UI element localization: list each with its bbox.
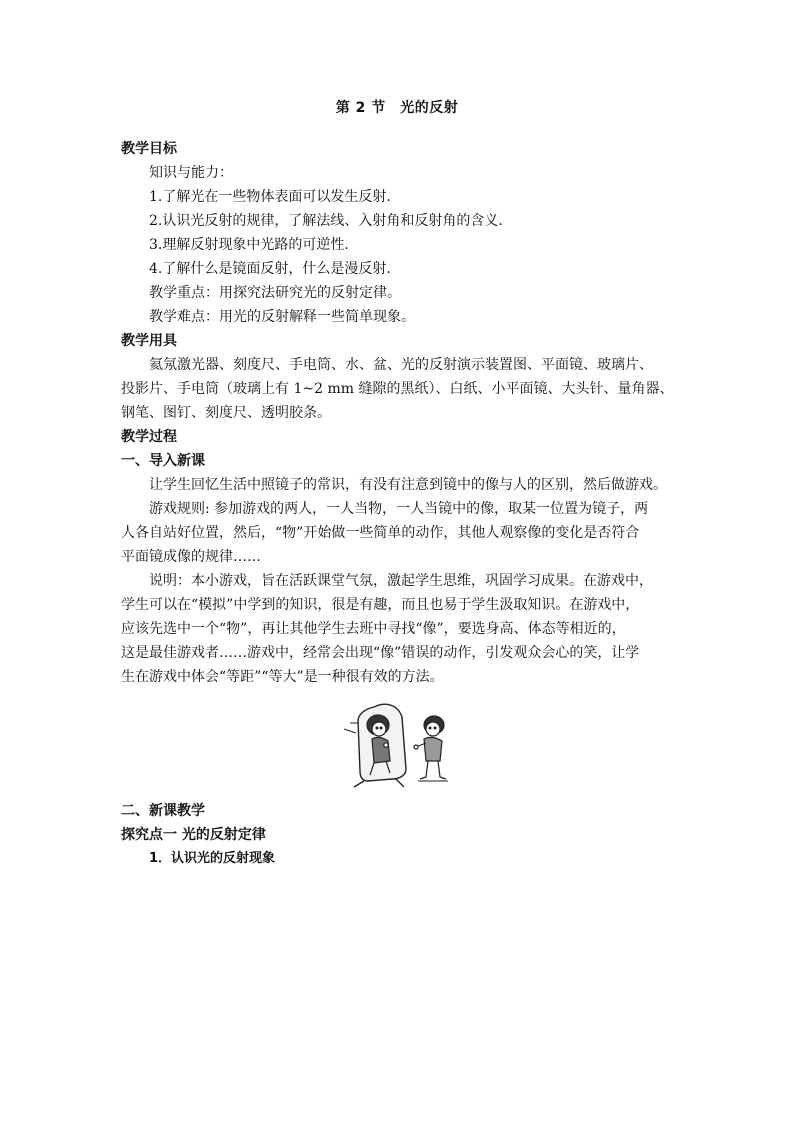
game-note-paragraph: [121, 569, 676, 689]
goal-item-1: 1.了解光在一些物体表面可以发生反射.: [149, 189, 391, 205]
difficult-point: 教学难点：用光的反射解释一些简单现象。: [149, 309, 415, 325]
figure-container: [121, 695, 676, 795]
game-note-line: 说明：本小游戏，旨在活跃课堂气氛，激起学生思维，巩固学习成果。在游戏中，: [149, 573, 653, 589]
page-title: 第 2 节 光的反射: [335, 100, 459, 116]
game-note-line: 学生可以在“模拟”中学到的知识，很是有趣，而且也易于学生汲取知识。在游戏中，: [121, 597, 640, 613]
intro-lesson-heading: 一、导入新课: [121, 453, 205, 469]
game-rules-line: 平面镜成像的规律……: [121, 549, 261, 565]
process-heading: 教学过程: [121, 429, 177, 445]
tools-line: 钢笔、图钉、刻度尺、透明胶条。: [121, 405, 331, 421]
tools-line: 投影片、手电筒（玻璃上有 1~2 mm 缝隙的黑纸）、白纸、小平面镜、大头针、量角器、: [121, 381, 674, 397]
goal-item-4: 4.了解什么是镜面反射，什么是漫反射.: [149, 261, 391, 277]
game-note-line: 这是最佳游戏者……游戏中，经常会出现“像”错误的动作，引发观众会心的笑，让学: [121, 645, 640, 661]
document-body: [121, 137, 676, 871]
new-lesson-heading: 二、新课教学: [121, 803, 205, 819]
tools-line: 氦氖激光器、刻度尺、手电筒、水、盆、光的反射演示装置图、平面镜、玻璃片、: [149, 357, 653, 373]
goal-item-2: 2.认识光反射的规律，了解法线、入射角和反射角的含义.: [149, 213, 503, 229]
game-note-line: 应该先选中一个“物”，再让其他学生去班中寻找“像”，要选身高、体态等相近的，: [121, 621, 626, 637]
intro-paragraph: 让学生回忆生活中照镜子的常识，有没有注意到镜中的像与人的区别，然后做游戏。: [149, 477, 667, 493]
explore-point-heading: 探究点一 光的反射定律: [121, 827, 266, 843]
goals-intro: 知识与能力：: [149, 165, 233, 181]
goal-item-3: 3.理解反射现象中光路的可逆性.: [149, 237, 349, 253]
key-point: 教学重点：用探究法研究光的反射定律。: [149, 285, 401, 301]
goals-heading: 教学目标: [121, 141, 177, 157]
game-rules-paragraph: [121, 497, 676, 569]
game-rules-line: 人各自站好位置，然后，“物”开始做一些简单的动作，其他人观察像的变化是否符合: [121, 525, 640, 541]
tools-heading: 教学用具: [121, 333, 177, 349]
mirror-children-illustration-icon: [334, 699, 464, 791]
game-note-line: 生在游戏中体会“等距”“等大”是一种很有效的方法。: [121, 669, 444, 685]
game-rules-line: 游戏规则: 参加游戏的两人，一人当物，一人当镜中的像，取某一位置为镜子，两: [149, 501, 649, 517]
tools-paragraph: [121, 353, 676, 425]
explore-item-1: 1．认识光的反射现象: [149, 851, 276, 866]
